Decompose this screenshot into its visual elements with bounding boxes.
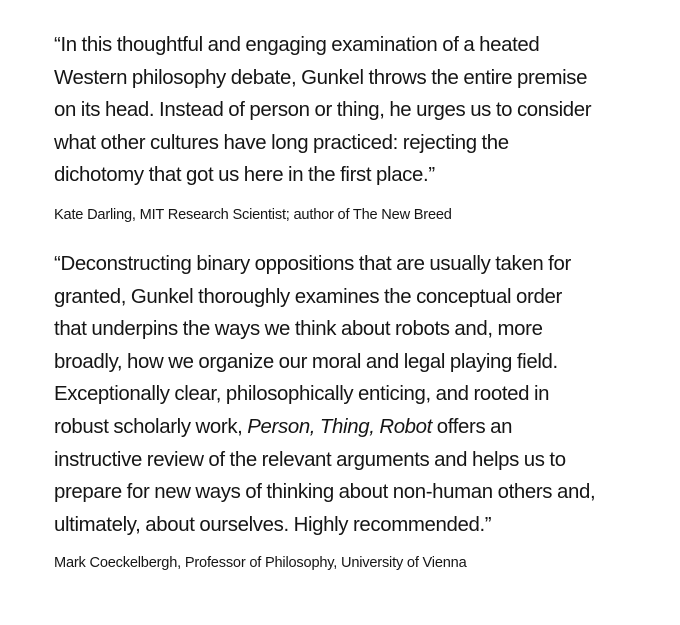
quote-line: on its head. Instead of person or thing, he urges us to consider xyxy=(54,99,592,122)
quote-line: instructive review of the relevant arguments and helps us to xyxy=(54,448,566,471)
quote-line xyxy=(54,411,660,444)
quote-line: prepare for new ways of thinking about non-human others and, xyxy=(54,481,596,504)
quote-line: Exceptionally clear, philosophically enticing, and rooted in xyxy=(54,383,550,406)
testimonial-coeckelbergh xyxy=(54,248,660,573)
quote-line: what other cultures have long practiced: rejecting the xyxy=(54,131,509,154)
testimonial-quote xyxy=(54,248,660,541)
testimonials-page xyxy=(54,29,660,573)
quote-line: that underpins the ways we think about robots and, more xyxy=(54,318,543,341)
testimonial-attribution: Kate Darling, MIT Research Scientist; author of The New Breed xyxy=(54,206,452,223)
quote-line: granted, Gunkel thoroughly examines the conceptual order xyxy=(54,285,562,308)
book-title: Person, Thing, Robot xyxy=(247,415,432,438)
quote-line: dichotomy that got us here in the first place.” xyxy=(54,164,435,187)
quote-text: robust scholarly work, xyxy=(54,415,248,438)
quote-line: “In this thoughtful and engaging examination of a heated xyxy=(54,34,540,56)
quote-line: “Deconstructing binary oppositions that are usually taken for xyxy=(54,252,571,275)
testimonial-attribution: Mark Coeckelbergh, Professor of Philosophy, University of Vienna xyxy=(54,555,467,572)
quote-line: Western philosophy debate, Gunkel throws the entire premise xyxy=(54,66,588,89)
testimonial-quote xyxy=(54,29,660,192)
quote-text: offers an xyxy=(431,415,513,438)
quote-line: ultimately, about ourselves. Highly recommended.” xyxy=(54,513,492,536)
testimonial-darling xyxy=(54,29,660,225)
quote-line: broadly, how we organize our moral and legal playing field. xyxy=(54,350,558,373)
